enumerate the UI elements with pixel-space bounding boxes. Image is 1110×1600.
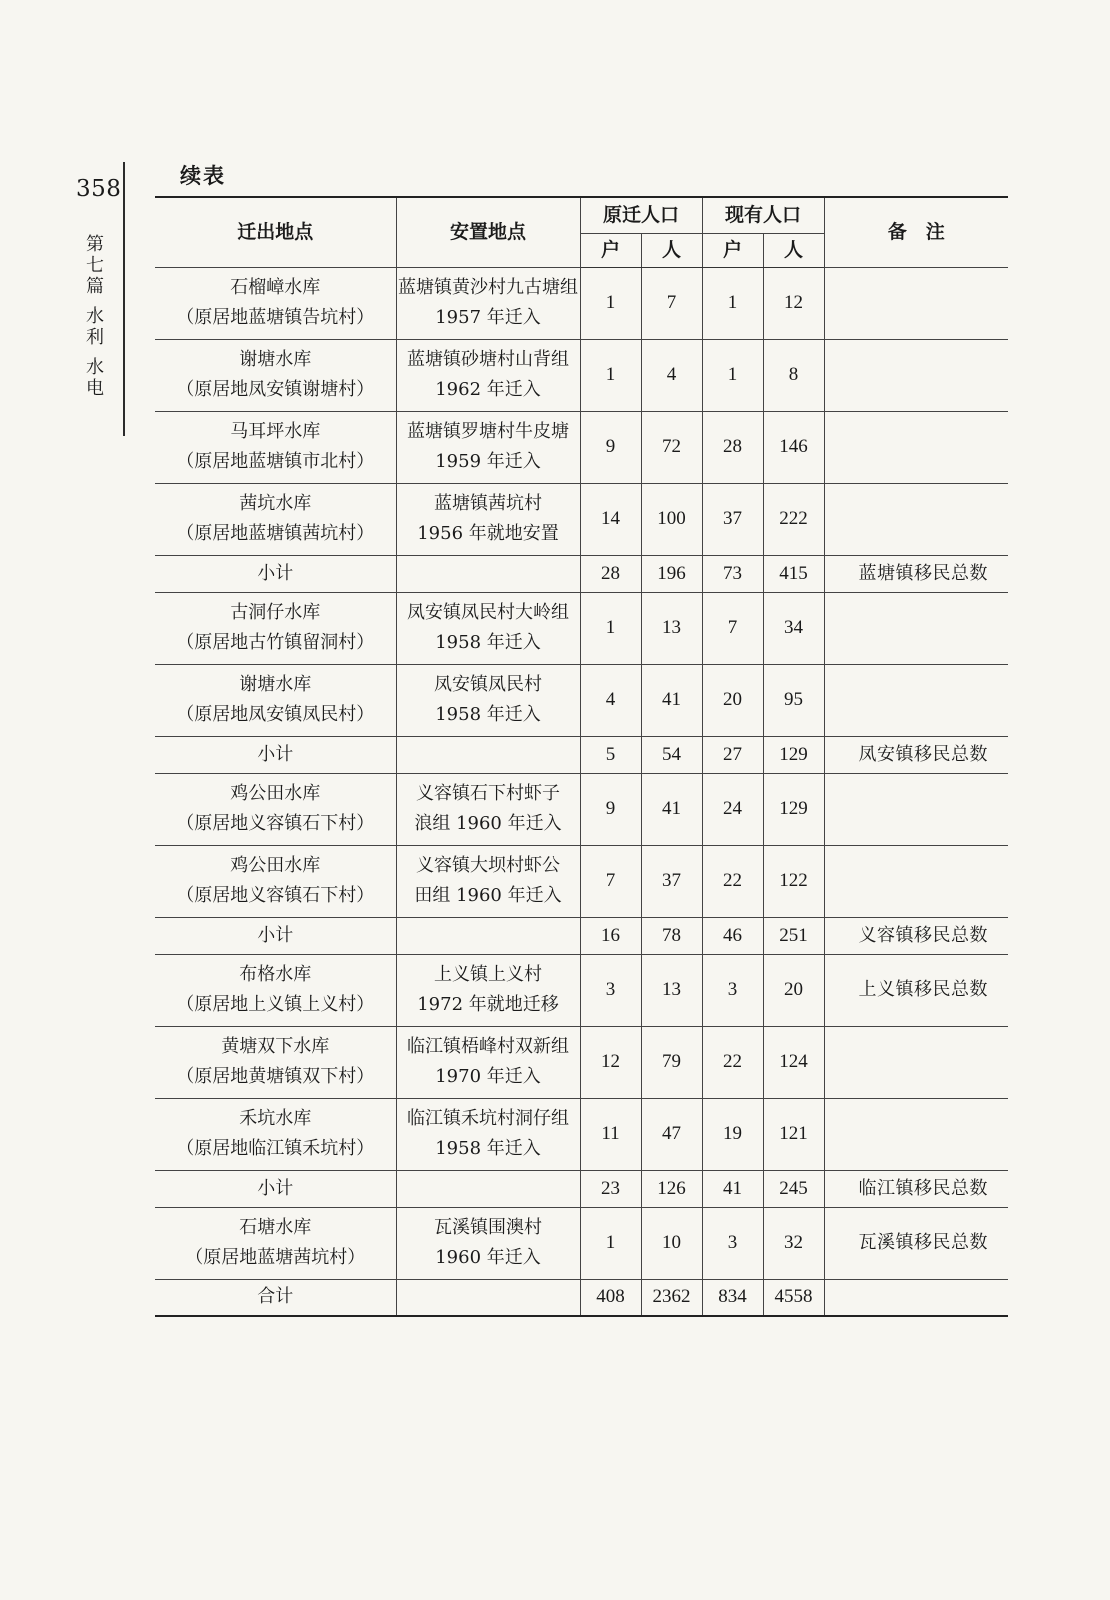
origin-cell-line: 石榴嶂水库 <box>230 277 321 298</box>
orig-households-cell: 1 <box>580 339 641 411</box>
page-number: 358 <box>76 176 122 202</box>
table-row <box>155 1098 1008 1170</box>
cur-persons-cell: 121 <box>763 1098 824 1170</box>
section-title-part: 水利 <box>86 306 104 348</box>
orig-households-cell: 4 <box>580 664 641 736</box>
remarks-cell: 凤安镇移民总数 <box>824 736 1008 773</box>
origin-cell <box>155 845 396 917</box>
table-row <box>155 592 1008 664</box>
settlement-cell-line: 上义镇上义村 <box>434 964 542 985</box>
origin-cell <box>155 773 396 845</box>
orig-persons-cell: 126 <box>641 1170 702 1207</box>
orig-persons-cell: 2362 <box>641 1279 702 1316</box>
remarks-cell <box>824 411 1008 483</box>
settlement-cell-line: 蓝塘镇罗塘村牛皮塘 <box>407 421 569 442</box>
cur-households-cell: 37 <box>702 483 763 555</box>
orig-households-cell: 28 <box>580 555 641 592</box>
settlement-cell <box>396 736 580 773</box>
settlement-cell-line: 1958 年迁入 <box>435 704 541 725</box>
cur-persons-cell: 129 <box>763 773 824 845</box>
settlement-cell-line: 蓝塘镇黄沙村九古塘组 <box>398 277 578 298</box>
orig-persons-cell: 37 <box>641 845 702 917</box>
settlement-cell-line: 田组 1960 年迁入 <box>414 885 562 906</box>
orig-persons-cell: 41 <box>641 773 702 845</box>
cur-households-cell: 27 <box>702 736 763 773</box>
section-title-part: 第七篇 <box>86 234 104 297</box>
remarks-cell <box>824 664 1008 736</box>
origin-cell-line: （原居地蓝塘茜坑村） <box>185 1247 366 1268</box>
cur-households-cell: 834 <box>702 1279 763 1316</box>
settlement-cell-line: 1959 年迁入 <box>435 451 541 472</box>
section-title-part: 水电 <box>86 357 104 399</box>
header-remarks: 备 注 <box>824 197 1008 267</box>
header-origin: 迁出地点 <box>155 197 396 267</box>
settlement-cell <box>396 1098 580 1170</box>
settlement-cell <box>396 1279 580 1316</box>
orig-households-cell: 408 <box>580 1279 641 1316</box>
cur-households-cell: 24 <box>702 773 763 845</box>
orig-persons-cell: 54 <box>641 736 702 773</box>
table-row <box>155 664 1008 736</box>
origin-cell-line: 谢塘水库 <box>239 674 312 695</box>
settlement-cell <box>396 1207 580 1279</box>
remarks-cell <box>824 1098 1008 1170</box>
origin-cell <box>155 1170 396 1207</box>
settlement-cell-line: 1957 年迁入 <box>435 307 541 328</box>
settlement-cell <box>396 1170 580 1207</box>
cur-persons-cell: 8 <box>763 339 824 411</box>
header-cur-households: 户 <box>702 233 763 267</box>
origin-cell-line: （原居地上义镇上义村） <box>176 994 375 1015</box>
cur-households-cell: 73 <box>702 555 763 592</box>
origin-cell-line: （原居地义容镇石下村） <box>176 813 375 834</box>
table-row <box>155 267 1008 339</box>
cur-persons-cell: 251 <box>763 917 824 954</box>
table-row <box>155 339 1008 411</box>
cur-persons-cell: 34 <box>763 592 824 664</box>
settlement-cell-line: 浪组 1960 年迁入 <box>414 813 562 834</box>
orig-households-cell: 11 <box>580 1098 641 1170</box>
cur-persons-cell: 124 <box>763 1026 824 1098</box>
settlement-cell-line: 凤安镇凤民村大岭组 <box>407 602 569 623</box>
origin-cell <box>155 267 396 339</box>
origin-cell-line: 谢塘水库 <box>239 349 312 370</box>
cur-persons-cell: 415 <box>763 555 824 592</box>
subtotal-row <box>155 917 1008 954</box>
settlement-cell <box>396 339 580 411</box>
origin-cell <box>155 664 396 736</box>
cur-persons-cell: 4558 <box>763 1279 824 1316</box>
origin-cell <box>155 411 396 483</box>
orig-households-cell: 9 <box>580 411 641 483</box>
table-row <box>155 1207 1008 1279</box>
remarks-cell <box>824 592 1008 664</box>
orig-households-cell: 1 <box>580 592 641 664</box>
table-caption: 续表 <box>180 163 226 188</box>
origin-cell-line: （原居地蓝塘镇告坑村） <box>176 307 375 328</box>
header-orig-households: 户 <box>580 233 641 267</box>
origin-cell-line: 茜坑水库 <box>239 493 312 514</box>
orig-households-cell: 16 <box>580 917 641 954</box>
subtotal-row <box>155 736 1008 773</box>
settlement-cell-line: 蓝塘镇茜坑村 <box>434 493 542 514</box>
origin-cell <box>155 483 396 555</box>
origin-cell-line: 合计 <box>257 1286 294 1308</box>
settlement-cell <box>396 592 580 664</box>
header-settlement: 安置地点 <box>396 197 580 267</box>
settlement-cell-line: 蓝塘镇砂塘村山背组 <box>407 349 569 370</box>
cur-households-cell: 1 <box>702 339 763 411</box>
orig-persons-cell: 196 <box>641 555 702 592</box>
orig-households-cell: 1 <box>580 267 641 339</box>
remarks-cell <box>824 1279 1008 1316</box>
settlement-cell <box>396 954 580 1026</box>
table-row <box>155 954 1008 1026</box>
header-cur-persons: 人 <box>763 233 824 267</box>
orig-households-cell: 14 <box>580 483 641 555</box>
origin-cell-line: （原居地凤安镇凤民村） <box>176 704 375 725</box>
orig-persons-cell: 10 <box>641 1207 702 1279</box>
cur-households-cell: 19 <box>702 1098 763 1170</box>
orig-persons-cell: 78 <box>641 917 702 954</box>
orig-households-cell: 1 <box>580 1207 641 1279</box>
origin-cell <box>155 1098 396 1170</box>
origin-cell-line: （原居地黄塘镇双下村） <box>176 1066 375 1087</box>
table-row <box>155 1026 1008 1098</box>
cur-persons-cell: 222 <box>763 483 824 555</box>
settlement-cell <box>396 664 580 736</box>
table-row <box>155 411 1008 483</box>
origin-cell-line: （原居地蓝塘镇市北村） <box>176 451 375 472</box>
origin-cell-line: （原居地凤安镇谢塘村） <box>176 379 375 400</box>
origin-cell <box>155 1279 396 1316</box>
settlement-cell-line: 1958 年迁入 <box>435 1138 541 1159</box>
subtotal-row <box>155 555 1008 592</box>
cur-persons-cell: 12 <box>763 267 824 339</box>
origin-cell <box>155 592 396 664</box>
orig-households-cell: 9 <box>580 773 641 845</box>
subtotal-row <box>155 1170 1008 1207</box>
origin-cell <box>155 1026 396 1098</box>
origin-cell-line: 小计 <box>257 1177 294 1199</box>
remarks-cell <box>824 1026 1008 1098</box>
cur-households-cell: 7 <box>702 592 763 664</box>
remarks-cell: 临江镇移民总数 <box>824 1170 1008 1207</box>
origin-cell-line: 鸡公田水库 <box>230 855 321 876</box>
origin-cell <box>155 736 396 773</box>
cur-persons-cell: 95 <box>763 664 824 736</box>
origin-cell-line: 古洞仔水库 <box>230 602 321 623</box>
orig-persons-cell: 7 <box>641 267 702 339</box>
cur-households-cell: 46 <box>702 917 763 954</box>
settlement-cell-line: 义容镇大坝村虾公 <box>416 855 560 876</box>
cur-persons-cell: 129 <box>763 736 824 773</box>
cur-persons-cell: 20 <box>763 954 824 1026</box>
settlement-cell <box>396 845 580 917</box>
origin-cell <box>155 917 396 954</box>
remarks-cell <box>824 339 1008 411</box>
origin-cell-line: 马耳坪水库 <box>230 421 321 442</box>
orig-households-cell: 3 <box>580 954 641 1026</box>
settlement-cell-line: 瓦溪镇围澳村 <box>434 1217 542 1238</box>
cur-households-cell: 3 <box>702 954 763 1026</box>
cur-persons-cell: 245 <box>763 1170 824 1207</box>
cur-persons-cell: 122 <box>763 845 824 917</box>
cur-households-cell: 3 <box>702 1207 763 1279</box>
orig-persons-cell: 100 <box>641 483 702 555</box>
cur-persons-cell: 146 <box>763 411 824 483</box>
settlement-cell-line: 1970 年迁入 <box>435 1066 541 1087</box>
settlement-cell <box>396 917 580 954</box>
cur-households-cell: 22 <box>702 845 763 917</box>
table-row <box>155 845 1008 917</box>
margin-rule <box>123 162 125 436</box>
orig-households-cell: 7 <box>580 845 641 917</box>
cur-persons-cell: 32 <box>763 1207 824 1279</box>
origin-cell-line: 石塘水库 <box>239 1217 312 1238</box>
orig-persons-cell: 4 <box>641 339 702 411</box>
origin-cell-line: 鸡公田水库 <box>230 783 321 804</box>
orig-persons-cell: 72 <box>641 411 702 483</box>
origin-cell <box>155 555 396 592</box>
origin-cell <box>155 339 396 411</box>
orig-households-cell: 23 <box>580 1170 641 1207</box>
origin-cell-line: （原居地古竹镇留洞村） <box>176 632 375 653</box>
settlement-cell-line: 凤安镇凤民村 <box>434 674 542 695</box>
settlement-cell <box>396 267 580 339</box>
origin-cell-line: （原居地临江镇禾坑村） <box>176 1138 375 1159</box>
settlement-cell-line: 1962 年迁入 <box>435 379 541 400</box>
cur-households-cell: 28 <box>702 411 763 483</box>
header-current-population: 现有人口 <box>702 197 824 233</box>
remarks-cell <box>824 267 1008 339</box>
settlement-cell-line: 1956 年就地安置 <box>417 523 559 544</box>
origin-cell-line: 小计 <box>257 562 294 584</box>
cur-households-cell: 20 <box>702 664 763 736</box>
remarks-cell: 义容镇移民总数 <box>824 917 1008 954</box>
origin-cell-line: （原居地义容镇石下村） <box>176 885 375 906</box>
origin-cell-line: 布格水库 <box>239 964 312 985</box>
origin-cell-line: 小计 <box>257 924 294 946</box>
settlement-cell-line: 临江镇梧峰村双新组 <box>407 1036 569 1057</box>
subtotal-row <box>155 1279 1008 1316</box>
header-original-population: 原迁人口 <box>580 197 702 233</box>
cur-households-cell: 1 <box>702 267 763 339</box>
origin-cell <box>155 1207 396 1279</box>
table-row <box>155 773 1008 845</box>
remarks-cell: 蓝塘镇移民总数 <box>824 555 1008 592</box>
orig-persons-cell: 13 <box>641 592 702 664</box>
orig-persons-cell: 13 <box>641 954 702 1026</box>
header-orig-persons: 人 <box>641 233 702 267</box>
origin-cell-line: 小计 <box>257 743 294 765</box>
settlement-cell-line: 1960 年迁入 <box>435 1247 541 1268</box>
settlement-cell-line: 义容镇石下村虾子 <box>416 783 560 804</box>
remarks-cell <box>824 845 1008 917</box>
origin-cell-line: （原居地蓝塘镇茜坑村） <box>176 523 375 544</box>
remarks-cell <box>824 773 1008 845</box>
origin-cell-line: 禾坑水库 <box>239 1108 312 1129</box>
running-section-title <box>82 234 108 399</box>
origin-cell-line: 黄塘双下水库 <box>221 1036 330 1057</box>
orig-persons-cell: 41 <box>641 664 702 736</box>
cur-households-cell: 22 <box>702 1026 763 1098</box>
settlement-cell <box>396 411 580 483</box>
settlement-cell <box>396 483 580 555</box>
settlement-cell-line: 临江镇禾坑村洞仔组 <box>407 1108 569 1129</box>
orig-persons-cell: 79 <box>641 1026 702 1098</box>
settlement-cell <box>396 1026 580 1098</box>
origin-cell <box>155 954 396 1026</box>
resettlement-table <box>155 196 1008 1317</box>
remarks-cell: 瓦溪镇移民总数 <box>824 1207 1008 1279</box>
table-row <box>155 483 1008 555</box>
settlement-cell-line: 1972 年就地迁移 <box>417 994 559 1015</box>
settlement-cell-line: 1958 年迁入 <box>435 632 541 653</box>
settlement-cell <box>396 555 580 592</box>
remarks-cell: 上义镇移民总数 <box>824 954 1008 1026</box>
orig-persons-cell: 47 <box>641 1098 702 1170</box>
settlement-cell <box>396 773 580 845</box>
orig-households-cell: 5 <box>580 736 641 773</box>
cur-households-cell: 41 <box>702 1170 763 1207</box>
orig-households-cell: 12 <box>580 1026 641 1098</box>
remarks-cell <box>824 483 1008 555</box>
